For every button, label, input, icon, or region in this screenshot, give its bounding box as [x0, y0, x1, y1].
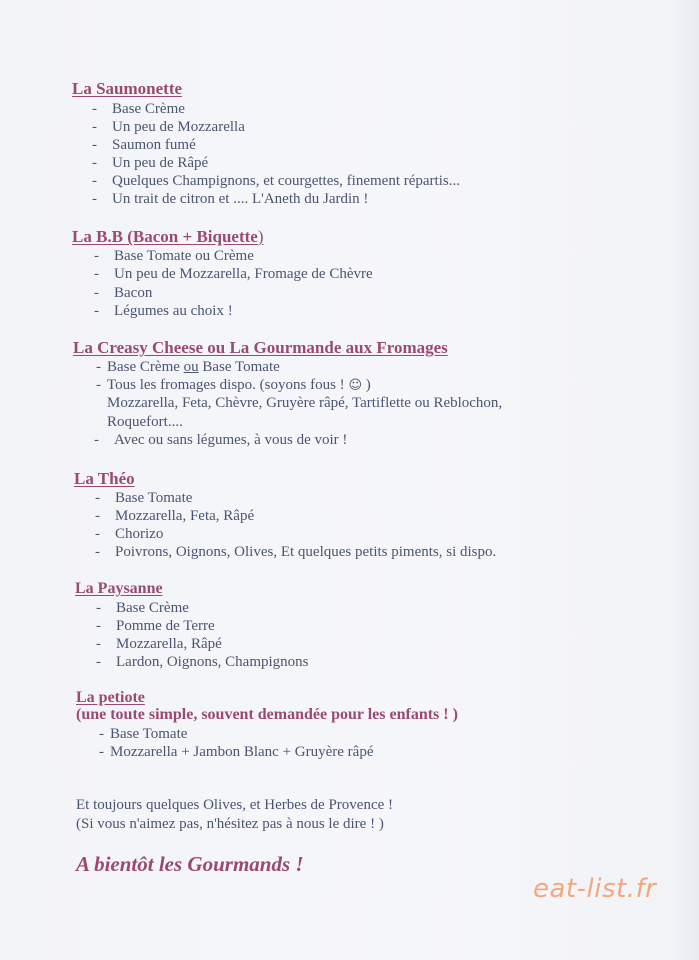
pizza-title-theo: La Théo: [74, 469, 135, 488]
list-item: - Bacon: [94, 285, 153, 301]
list-item: - Base Crème: [92, 101, 185, 117]
pizza-title-petiote: La petiote: [76, 689, 145, 706]
list-item: - Saumon fumé: [92, 137, 196, 153]
list-item: - Un peu de Râpé: [92, 155, 209, 171]
list-item: - Base Tomate ou Crème: [94, 248, 254, 264]
pizza-title-creasy-cheese: La Creasy Cheese ou La Gourmande aux Fromages: [73, 338, 448, 357]
list-item: - Poivrons, Oignons, Olives, Et quelques petits piments, si dispo.: [95, 544, 497, 560]
footer-note-olives: Et toujours quelques Olives, et Herbes de Provence !: [76, 797, 393, 813]
list-item: - Un trait de citron et .... L'Aneth du Jardin !: [92, 191, 369, 207]
footer-note-tell-us: (Si vous n'aimez pas, n'hésitez pas à nous le dire ! ): [76, 816, 384, 832]
list-item: - Quelques Champignons, et courgettes, finement répartis...: [92, 173, 460, 189]
list-item: - Pomme de Terre: [96, 618, 215, 634]
pizza-title-bb: La B.B (Bacon + Biquette): [72, 227, 264, 246]
pizza-title-paysanne: La Paysanne: [75, 580, 163, 597]
pizza-title-saumonette: La Saumonette: [72, 79, 183, 98]
list-item: - Mozzarella, Râpé: [96, 636, 222, 652]
list-item: - Un peu de Mozzarella: [92, 119, 245, 135]
list-item: - Base Tomate: [95, 490, 193, 506]
list-item: - Un peu de Mozzarella, Fromage de Chèvre: [94, 266, 373, 282]
pizza-subtitle-petiote: (une toute simple, souvent demandée pour les enfants ! ): [76, 706, 458, 723]
closing-message: A bientôt les Gourmands !: [76, 852, 304, 876]
list-item: - Avec ou sans légumes, à vous de voir !: [94, 432, 348, 448]
list-item: - Chorizo: [95, 526, 164, 542]
list-item: - Base Tomate: [99, 726, 188, 742]
list-item: - Base Crème ou Base Tomate: [96, 359, 280, 375]
watermark-logo: eat-list.fr: [533, 874, 657, 904]
list-item: - Lardon, Oignons, Champignons: [96, 654, 309, 670]
list-item: - Mozzarella, Feta, Râpé: [95, 508, 255, 524]
smiley-icon: ☺: [348, 378, 362, 393]
list-item: - Tous les fromages dispo. (soyons fous ! ☺ ): [96, 377, 371, 393]
list-item-continuation: Mozzarella, Feta, Chèvre, Gruyère râpé, Tartiflette ou Reblochon,: [107, 395, 503, 411]
list-item-continuation: Roquefort....: [107, 414, 183, 430]
list-item: - Mozzarella + Jambon Blanc + Gruyère râpé: [99, 744, 374, 760]
list-item: - Légumes au choix !: [94, 303, 233, 319]
list-item: - Base Crème: [96, 600, 189, 616]
